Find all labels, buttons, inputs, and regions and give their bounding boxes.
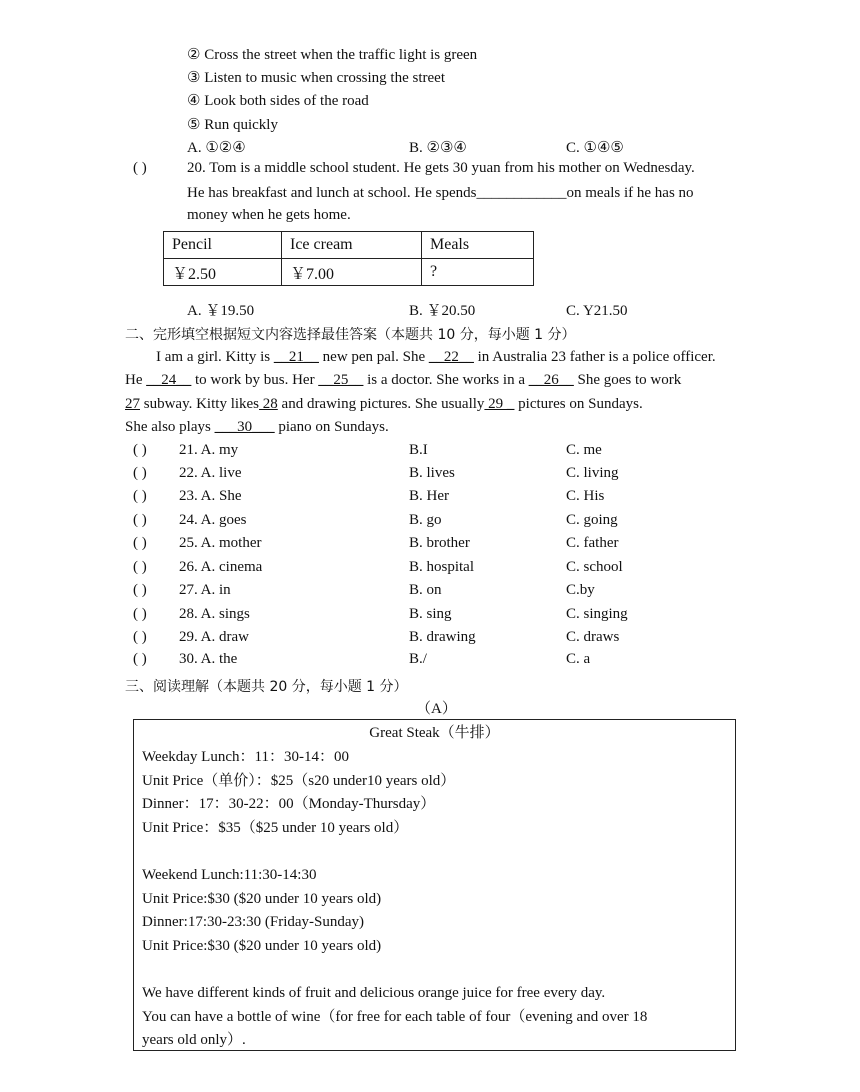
price-table-header-row: [164, 232, 534, 259]
q30-option-a: 30. A. the: [179, 651, 238, 667]
q30-paren: ( ): [133, 651, 147, 667]
price-header-meals: Meals: [422, 232, 534, 259]
price-table: [163, 231, 534, 286]
q23-option-b: B. Her: [409, 488, 449, 504]
q25-option-a: 25. A. mother: [179, 535, 262, 551]
menu-line: Dinner：17：30-22：00（Monday-Thursday）: [142, 796, 436, 812]
q24-option-a: 24. A. goes: [179, 512, 247, 528]
q20-answer-paren: ( ): [133, 160, 147, 176]
passage-text: is a doctor. She works in a: [363, 372, 529, 388]
q28-option-b: B. sing: [409, 606, 452, 622]
passage-text: in Australia 23 father is a police officer.: [473, 349, 716, 365]
q30-option-c: C. a: [566, 651, 591, 667]
menu-line: Unit Price:$30 ($20 under 10 years old): [142, 891, 382, 907]
passage-text: and drawing pictures. She usually: [277, 396, 485, 412]
q29-option-a: 29. A. draw: [179, 629, 249, 645]
q24-paren: ( ): [133, 512, 147, 528]
price-value-meals: ?: [422, 259, 534, 286]
price-table-value-row: [164, 259, 534, 286]
section2-heading: 二、完形填空根据短文内容选择最佳答案（本题共 10 分，每小题 1 分）: [125, 327, 576, 343]
q19-choice-b: B. ②③④: [409, 140, 467, 156]
q25-option-b: B. brother: [409, 535, 470, 551]
menu-line: You can have a bottle of wine（for free for each table of four（evening and over 18: [142, 1009, 648, 1025]
q20-stem-line3: money when he gets home.: [187, 207, 351, 223]
menu-line: Unit Price:$30 ($20 under 10 years old): [142, 938, 382, 954]
q28-option-a: 28. A. sings: [179, 606, 250, 622]
passage-text: subway. Kitty likes: [140, 396, 260, 412]
q19-option-3: ③ Listen to music when crossing the street: [187, 70, 445, 86]
price-value-ice-cream: ￥7.00: [282, 259, 422, 286]
passage-text: She also plays: [125, 419, 215, 435]
q27-option-b: B. on: [409, 582, 442, 598]
passage-line-3: [125, 394, 643, 414]
passage-line-1: [156, 347, 716, 367]
price-header-ice-cream: Ice cream: [282, 232, 422, 259]
menu-line: Weekday Lunch：11：30-14：00: [142, 749, 349, 765]
q26-option-c: C. school: [566, 559, 623, 575]
q22-option-a: 22. A. live: [179, 465, 242, 481]
q29-option-c: C. draws: [566, 629, 620, 645]
q22-paren: ( ): [133, 465, 147, 481]
blank-21: __21__: [273, 349, 319, 365]
passage-text: pictures on Sundays.: [514, 396, 643, 412]
passage-a-label: （A）: [416, 701, 457, 717]
q27-option-c: C.by: [566, 582, 595, 598]
blank-26: __26__: [528, 372, 574, 388]
blank-22: __22__: [428, 349, 474, 365]
q29-paren: ( ): [133, 629, 147, 645]
blank-28: 28: [259, 396, 278, 412]
blank-24: __24__: [146, 372, 192, 388]
passage-text: to work by bus. Her: [191, 372, 319, 388]
price-header-pencil: Pencil: [164, 232, 282, 259]
blank-30: ___30___: [214, 419, 275, 435]
q21-option-c: C. me: [566, 442, 602, 458]
menu-title: Great Steak（牛排）: [369, 725, 500, 741]
menu-line: Weekend Lunch:11:30-14:30: [142, 867, 317, 883]
q25-paren: ( ): [133, 535, 147, 551]
q30-option-b: B./: [409, 651, 427, 667]
q20-choice-b: B. ￥20.50: [409, 303, 476, 319]
menu-line: We have different kinds of fruit and delicious orange juice for free every day.: [142, 985, 606, 1001]
q21-paren: ( ): [133, 442, 147, 458]
q19-option-4: ④ Look both sides of the road: [187, 93, 369, 109]
q25-option-c: C. father: [566, 535, 619, 551]
q19-choice-a: A. ①②④: [187, 140, 246, 156]
blank-27: 27: [125, 396, 140, 412]
passage-text: piano on Sundays.: [274, 419, 389, 435]
q23-option-c: C. His: [566, 488, 605, 504]
q19-choice-c: C. ①④⑤: [566, 140, 624, 156]
q24-option-b: B. go: [409, 512, 442, 528]
q19-option-2: ② Cross the street when the traffic light is green: [187, 47, 478, 63]
q28-option-c: C. singing: [566, 606, 628, 622]
q20-choice-c: C. Y21.50: [566, 303, 628, 319]
q23-paren: ( ): [133, 488, 147, 504]
blank-25: __25__: [318, 372, 364, 388]
q21-option-a: 21. A. my: [179, 442, 239, 458]
q26-option-b: B. hospital: [409, 559, 475, 575]
q27-option-a: 27. A. in: [179, 582, 231, 598]
passage-line-4: [125, 417, 389, 437]
q20-stem-line1: 20. Tom is a middle school student. He gets 30 yuan from his mother on Wednesday.: [187, 160, 695, 176]
q21-option-b: B.I: [409, 442, 428, 458]
q28-paren: ( ): [133, 606, 147, 622]
menu-line: Unit Price：$35（$25 under 10 years old）: [142, 820, 409, 836]
section3-heading: 三、阅读理解（本题共 20 分，每小题 1 分）: [125, 679, 408, 695]
q24-option-c: C. going: [566, 512, 618, 528]
passage-text: He: [125, 372, 147, 388]
passage-line-2: [125, 370, 681, 390]
menu-line: years old only）.: [142, 1032, 246, 1048]
q22-option-c: C. living: [566, 465, 619, 481]
blank-29: 29 _: [484, 396, 515, 412]
q20-stem-line2: He has breakfast and lunch at school. He spends____________on meals if he has no: [187, 185, 694, 201]
q19-option-5: ⑤ Run quickly: [187, 117, 278, 133]
q27-paren: ( ): [133, 582, 147, 598]
q23-option-a: 23. A. She: [179, 488, 242, 504]
price-value-pencil: ￥2.50: [164, 259, 282, 286]
q22-option-b: B. lives: [409, 465, 455, 481]
q20-choice-a: A. ￥19.50: [187, 303, 255, 319]
menu-line: Dinner:17:30-23:30 (Friday-Sunday): [142, 914, 365, 930]
q26-paren: ( ): [133, 559, 147, 575]
passage-text: She goes to work: [573, 372, 682, 388]
menu-line: Unit Price（单价）：$25（s20 under10 years old）: [142, 773, 456, 789]
q29-option-b: B. drawing: [409, 629, 476, 645]
passage-text: I am a girl. Kitty is: [156, 349, 274, 365]
q26-option-a: 26. A. cinema: [179, 559, 263, 575]
passage-text: new pen pal. She: [318, 349, 429, 365]
